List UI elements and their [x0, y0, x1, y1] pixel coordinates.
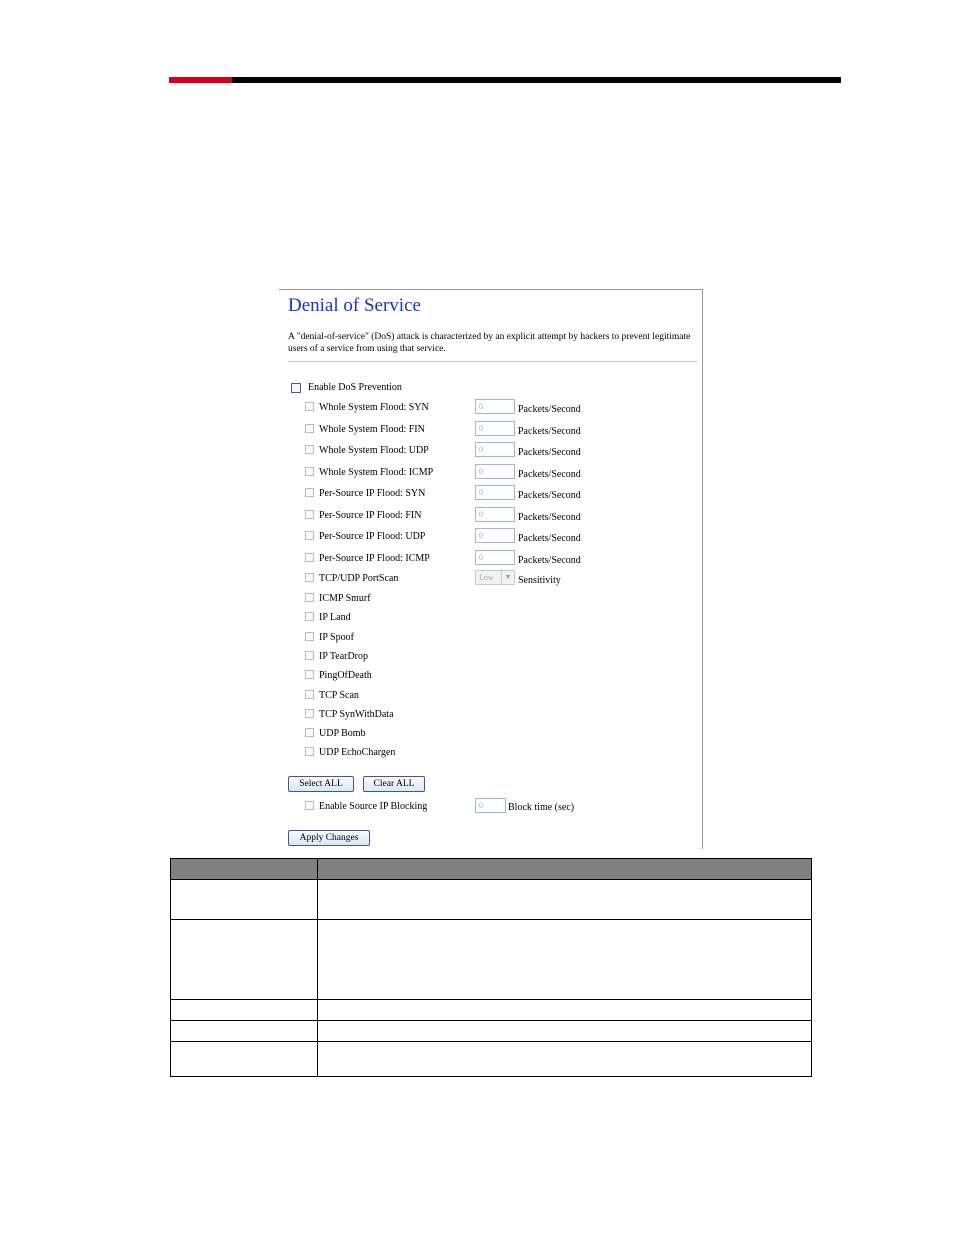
flood-rate-input[interactable]: 0 — [475, 528, 515, 543]
source-ip-blocking-label: Enable Source IP Blocking — [319, 801, 428, 812]
flood-unit-label: Packets/Second — [518, 447, 581, 458]
flood-row — [305, 444, 605, 460]
attack-checkbox[interactable] — [305, 728, 314, 737]
flood-label: Whole System Flood: ICMP — [319, 466, 434, 478]
flood-rate-input[interactable]: 0 — [475, 507, 515, 522]
attack-row — [305, 727, 505, 743]
attack-checkbox[interactable] — [305, 651, 314, 660]
flood-label: Whole System Flood: FIN — [319, 423, 425, 435]
attack-label: UDP Bomb — [319, 728, 366, 740]
table-cell — [318, 1042, 812, 1077]
flood-row — [305, 401, 605, 417]
enable-dos-row — [291, 382, 491, 398]
attack-label: IP Spoof — [319, 631, 354, 643]
block-time-label: Block time (sec) — [508, 802, 575, 813]
flood-unit-label: Packets/Second — [518, 425, 581, 437]
flood-row — [305, 552, 605, 568]
flood-unit-label: Packets/Second — [518, 533, 581, 544]
attack-label: IP Land — [319, 612, 351, 624]
flood-unit-label: Packets/Second — [518, 554, 581, 566]
table-cell — [318, 1021, 812, 1042]
sensitivity-label: Sensitivity — [518, 575, 561, 586]
attack-label: PingOfDeath — [319, 670, 372, 682]
table-cell — [171, 1042, 318, 1077]
flood-rate-input[interactable]: 0 — [475, 399, 515, 414]
attack-checkbox[interactable] — [305, 632, 314, 641]
flood-label: Whole System Flood: SYN — [319, 402, 429, 413]
flood-checkbox[interactable] — [305, 467, 314, 476]
attack-row — [305, 592, 505, 608]
attack-checkbox[interactable] — [305, 593, 314, 602]
table-cell — [171, 880, 318, 920]
attack-checkbox[interactable] — [305, 747, 314, 756]
sensitivity-select[interactable] — [475, 570, 515, 585]
portscan-label: TCP/UDP PortScan — [319, 573, 399, 584]
table-row — [171, 1042, 812, 1077]
table-cell — [318, 880, 812, 920]
header-black-bar — [232, 77, 841, 83]
enable-dos-label: Enable DoS Prevention — [308, 382, 402, 393]
clear-all-button[interactable]: Clear ALL — [363, 776, 425, 792]
flood-row — [305, 530, 605, 546]
flood-rate-input[interactable]: 0 — [475, 442, 515, 457]
attack-label: TCP SynWithData — [319, 708, 394, 720]
attack-checkbox[interactable] — [305, 690, 314, 699]
table-header-cell — [318, 859, 812, 880]
flood-rate-input[interactable]: 0 — [475, 485, 515, 500]
attack-row — [305, 669, 505, 685]
attack-row — [305, 689, 505, 705]
table-row — [171, 920, 812, 1000]
flood-unit-label: Packets/Second — [518, 511, 581, 523]
attack-row — [305, 611, 505, 627]
attack-row — [305, 746, 505, 762]
flood-checkbox[interactable] — [305, 402, 314, 411]
table-cell — [318, 1000, 812, 1021]
flood-checkbox[interactable] — [305, 488, 314, 497]
table-cell — [171, 920, 318, 1000]
header-red-bar — [169, 77, 232, 83]
table-row — [171, 1021, 812, 1042]
chevron-down-icon: ▼ — [501, 571, 514, 584]
enable-dos-checkbox[interactable] — [291, 383, 301, 393]
table-header-cell — [171, 859, 318, 880]
portscan-row — [305, 572, 605, 588]
flood-rate-input[interactable]: 0 — [475, 550, 515, 565]
select-all-button[interactable]: Select ALL — [288, 776, 354, 792]
flood-label: Whole System Flood: UDP — [319, 445, 429, 456]
flood-unit-label: Packets/Second — [518, 490, 581, 501]
flood-unit-label: Packets/Second — [518, 468, 581, 480]
attack-label: ICMP Smurf — [319, 593, 371, 604]
attack-row — [305, 650, 505, 666]
attack-checkbox[interactable] — [305, 612, 314, 621]
flood-rate-input[interactable]: 0 — [475, 421, 515, 436]
sensitivity-value: Low — [479, 573, 494, 582]
page-title: Denial of Service — [288, 295, 421, 316]
attack-label: TCP Scan — [319, 689, 359, 701]
attack-checkbox[interactable] — [305, 670, 314, 679]
table-header-row — [171, 859, 812, 880]
attack-checkbox[interactable] — [305, 709, 314, 718]
source-ip-blocking-checkbox[interactable] — [305, 801, 314, 810]
block-time-input[interactable]: 0 — [475, 798, 506, 813]
flood-checkbox[interactable] — [305, 510, 314, 519]
flood-row — [305, 509, 605, 525]
page-description: A "denial-of-service" (DoS) attack is characterized by an explicit attempt by hackers to prevent legitimate users of a service from using that service. — [288, 332, 691, 354]
flood-checkbox[interactable] — [305, 424, 314, 433]
flood-checkbox[interactable] — [305, 553, 314, 562]
attack-label: UDP EchoChargen — [319, 747, 396, 759]
table-cell — [171, 1000, 318, 1021]
attack-label: IP TearDrop — [319, 650, 369, 662]
flood-checkbox[interactable] — [305, 531, 314, 540]
flood-checkbox[interactable] — [305, 445, 314, 454]
table-row — [171, 1000, 812, 1021]
attack-row — [305, 631, 505, 647]
table-cell — [318, 920, 812, 1000]
flood-label: Per-Source IP Flood: UDP — [319, 531, 426, 542]
flood-row — [305, 466, 605, 482]
flood-rate-input[interactable]: 0 — [475, 464, 515, 479]
flood-label: Per-Source IP Flood: FIN — [319, 509, 422, 521]
divider — [288, 361, 698, 362]
flood-row — [305, 487, 605, 503]
attack-row — [305, 708, 505, 724]
flood-row — [305, 423, 605, 439]
portscan-checkbox[interactable] — [305, 573, 314, 582]
table-row — [171, 880, 812, 920]
flood-label: Per-Source IP Flood: SYN — [319, 488, 426, 499]
dos-settings-screenshot — [279, 289, 703, 849]
apply-changes-button[interactable]: Apply Changes — [288, 830, 370, 846]
flood-unit-label: Packets/Second — [518, 404, 581, 415]
table-cell — [171, 1021, 318, 1042]
source-ip-blocking-row — [305, 800, 635, 816]
flood-label: Per-Source IP Flood: ICMP — [319, 552, 430, 564]
description-table — [170, 858, 812, 1077]
